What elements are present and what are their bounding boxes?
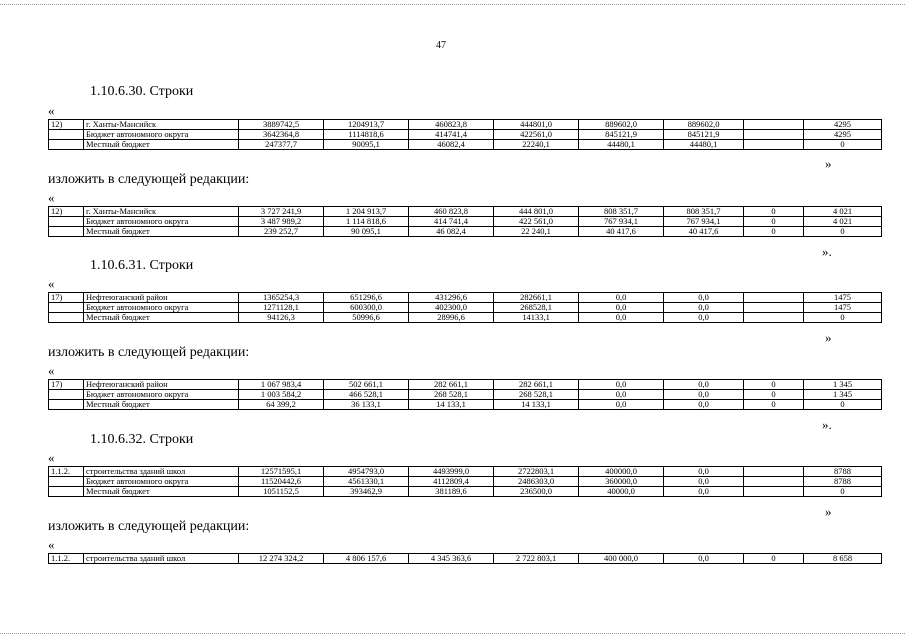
table-cell: 0,0 [579,313,664,323]
table-cell: 402300,0 [409,303,494,313]
table-cell: Бюджет автономного округа [84,130,239,140]
table-cell: 1 204 913,7 [324,207,409,217]
table-row [49,390,882,400]
table-cell [744,120,804,130]
table-cell: 0 [804,140,882,150]
table-cell: 22240,1 [494,140,579,150]
table-cell: 889602,0 [579,120,664,130]
table-cell: 8 658 [804,554,882,564]
table-cell [744,293,804,303]
table-cell: 14 133,1 [409,400,494,410]
table-cell: г. Ханты-Мансийск [84,207,239,217]
table-cell [744,130,804,140]
table-cell: 502 661,1 [324,380,409,390]
table-cell: Бюджет автономного округа [84,477,239,487]
table-row [49,313,882,323]
top-border-line [0,4,905,5]
table-cell: 4 345 363,6 [409,554,494,564]
table-cell [744,140,804,150]
table-cell: 0,0 [579,390,664,400]
table-cell [49,303,84,313]
table-cell: 0 [744,380,804,390]
table-cell: 1271128,1 [239,303,324,313]
table-cell: 3 727 241,9 [239,207,324,217]
table-cell: 11520442,6 [239,477,324,487]
table-cell [744,467,804,477]
table-cell: 0 [744,227,804,237]
table-cell [744,303,804,313]
table-cell: 44480,1 [664,140,744,150]
open-quote: « [48,450,55,465]
table-cell [49,217,84,227]
table-cell: 808 351,7 [664,207,744,217]
table-cell: 466 528,1 [324,390,409,400]
table-cell: 845121,9 [579,130,664,140]
table-cell: 1 003 584,2 [239,390,324,400]
page-number: 47 [436,40,446,51]
table-cell: Местный бюджет [84,400,239,410]
table-cell: 12) [49,207,84,217]
table-cell: 444801,0 [494,120,579,130]
table-cell: 14133,1 [494,313,579,323]
close-quote: » [825,504,832,519]
table-cell: Местный бюджет [84,487,239,497]
table-cell: Местный бюджет [84,140,239,150]
table-cell: 0 [744,217,804,227]
table-cell: 94126,3 [239,313,324,323]
table-cell: 0 [804,487,882,497]
table-cell: 4 806 157,6 [324,554,409,564]
table-cell: 0,0 [664,380,744,390]
open-quote: « [48,363,55,378]
table-cell: 600300,0 [324,303,409,313]
table-cell: 12571595,1 [239,467,324,477]
table-cell: 14 133,1 [494,400,579,410]
table-cell: 3 487 989,2 [239,217,324,227]
table-cell: 40000,0 [579,487,664,497]
table-cell: 460823,8 [409,120,494,130]
table-cell: 28996,6 [409,313,494,323]
table-cell [744,313,804,323]
table-cell: 0,0 [664,390,744,400]
table-cell: 1475 [804,303,882,313]
table-cell: 422561,0 [494,130,579,140]
table-cell [744,487,804,497]
table-cell: 2722803,1 [494,467,579,477]
table-row [49,400,882,410]
table-cell: Бюджет автономного округа [84,390,239,400]
table-cell: 46082,4 [409,140,494,150]
table-cell: 381189,6 [409,487,494,497]
table-cell: 46 082,4 [409,227,494,237]
table-row [49,477,882,487]
table-cell: 4112809,4 [409,477,494,487]
table-cell: Нефтеюганский район [84,380,239,390]
table-cell: 1 345 [804,390,882,400]
table-cell: 422 561,0 [494,217,579,227]
table-cell [49,227,84,237]
table-cell: 0,0 [664,487,744,497]
table-row [49,467,882,477]
table-cell: 4561330,1 [324,477,409,487]
table-cell: 1 114 818,6 [324,217,409,227]
table-cell: 0,0 [664,293,744,303]
table-row [49,130,882,140]
table-cell: 40 417,6 [664,227,744,237]
table-cell: 1204913,7 [324,120,409,130]
table-cell: 845121,9 [664,130,744,140]
open-quote: « [48,276,55,291]
table-cell: 4954793,0 [324,467,409,477]
section-heading-32: 1.10.6.32. Строки [90,432,194,447]
table-cell: 460 823,8 [409,207,494,217]
table-cell: 2486303,0 [494,477,579,487]
table-30-new [48,206,882,237]
table-cell: 0 [804,227,882,237]
table-cell: 0,0 [664,477,744,487]
table-cell: 8788 [804,467,882,477]
bottom-border-line [0,633,905,634]
table-cell [49,487,84,497]
restate-text: изложить в следующей редакции: [48,345,250,360]
table-row [49,207,882,217]
table-cell: 393462,9 [324,487,409,497]
table-cell: 50996,6 [324,313,409,323]
table-cell: 3642364,8 [239,130,324,140]
table-cell: г. Ханты-Мансийск [84,120,239,130]
table-cell: 400000,0 [579,467,664,477]
table-cell: 1051152,5 [239,487,324,497]
table-cell: 239 252,7 [239,227,324,237]
table-row [49,227,882,237]
table-cell: 0,0 [664,313,744,323]
table-cell: 17) [49,380,84,390]
table-cell: 44480,1 [579,140,664,150]
table-row [49,140,882,150]
table-cell: строительства зданий школ [84,467,239,477]
table-cell: 1114818,6 [324,130,409,140]
table-cell: 4 021 [804,217,882,227]
table-row [49,217,882,227]
table-row [49,293,882,303]
table-cell: 40 417,6 [579,227,664,237]
table-cell: 268 528,1 [494,390,579,400]
table-cell: 90 095,1 [324,227,409,237]
restate-text: изложить в следующей редакции: [48,519,250,534]
table-cell: 282 661,1 [494,380,579,390]
close-quote-dot: ». [822,244,832,259]
table-cell: 767 934,1 [664,217,744,227]
table-cell: 3889742,5 [239,120,324,130]
table-cell: 0,0 [579,400,664,410]
table-32-new [48,553,882,564]
table-cell: 1365254,3 [239,293,324,303]
table-cell: 1.1.2. [49,467,84,477]
table-cell: 414 741,4 [409,217,494,227]
table-cell: 1.1.2. [49,554,84,564]
table-cell: 4295 [804,120,882,130]
table-cell: 17) [49,293,84,303]
table-32-old [48,466,882,497]
open-quote: « [48,103,55,118]
table-cell: 0 [744,554,804,564]
table-row [49,487,882,497]
open-quote: « [48,537,55,552]
table-cell: 0,0 [664,303,744,313]
table-cell: 8788 [804,477,882,487]
table-cell: 431296,6 [409,293,494,303]
table-cell: 0 [744,390,804,400]
table-cell: 651296,6 [324,293,409,303]
table-cell [744,477,804,487]
table-cell: 236500,0 [494,487,579,497]
table-cell: 0,0 [579,380,664,390]
table-cell: 0,0 [664,467,744,477]
table-cell [49,130,84,140]
table-cell: 0 [804,313,882,323]
table-cell: 0,0 [579,293,664,303]
table-cell: 268 528,1 [409,390,494,400]
restate-text: изложить в следующей редакции: [48,172,250,187]
table-cell: 1475 [804,293,882,303]
table-cell: 282661,1 [494,293,579,303]
table-cell: 808 351,7 [579,207,664,217]
table-cell: Бюджет автономного округа [84,303,239,313]
table-cell: 4493999,0 [409,467,494,477]
close-quote: » [825,156,832,171]
table-cell: 64 399,2 [239,400,324,410]
table-cell: 889602,0 [664,120,744,130]
table-cell [49,477,84,487]
table-cell: 22 240,1 [494,227,579,237]
table-row [49,120,882,130]
table-cell [49,390,84,400]
table-cell [49,140,84,150]
table-cell: 444 801,0 [494,207,579,217]
table-row [49,303,882,313]
table-cell: 0 [804,400,882,410]
table-cell: 4295 [804,130,882,140]
table-row [49,380,882,390]
table-row [49,554,882,564]
table-cell: 4 021 [804,207,882,217]
table-cell: 36 133,1 [324,400,409,410]
table-cell: 0,0 [664,400,744,410]
table-cell: 90095,1 [324,140,409,150]
table-cell: 1 067 983,4 [239,380,324,390]
table-cell: 0 [744,400,804,410]
table-cell [49,313,84,323]
table-30-old [48,119,882,150]
table-cell: 247377,7 [239,140,324,150]
table-cell: 414741,4 [409,130,494,140]
close-quote: » [825,330,832,345]
table-cell: Нефтеюганский район [84,293,239,303]
open-quote: « [48,190,55,205]
table-cell: 767 934,1 [579,217,664,227]
table-cell: 0 [744,207,804,217]
table-cell: Бюджет автономного округа [84,217,239,227]
close-quote-dot: ». [822,417,832,432]
table-cell: строительства зданий школ [84,554,239,564]
table-cell: 2 722 803,1 [494,554,579,564]
table-31-new [48,379,882,410]
table-cell: 0,0 [664,554,744,564]
table-cell: 400 000,0 [579,554,664,564]
table-cell: 0,0 [579,303,664,313]
table-cell: Местный бюджет [84,227,239,237]
table-cell: Местный бюджет [84,313,239,323]
table-cell: 282 661,1 [409,380,494,390]
table-31-old [48,292,882,323]
section-heading-31: 1.10.6.31. Строки [90,258,194,273]
table-cell [49,400,84,410]
section-heading-30: 1.10.6.30. Строки [90,84,194,99]
table-cell: 12 274 324,2 [239,554,324,564]
table-cell: 1 345 [804,380,882,390]
table-cell: 360000,0 [579,477,664,487]
table-cell: 268528,1 [494,303,579,313]
table-cell: 12) [49,120,84,130]
